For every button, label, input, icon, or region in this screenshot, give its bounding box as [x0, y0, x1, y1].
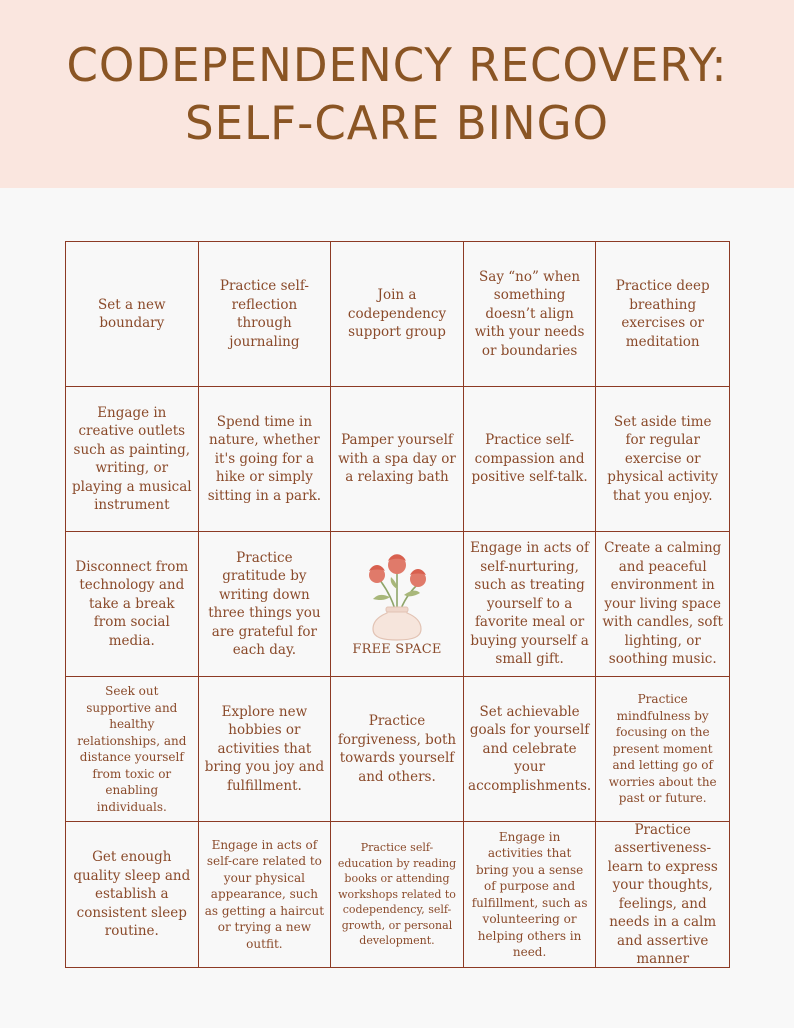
bingo-cell: Engage in creative outlets such as painting, writing, or playing a musical instrument — [66, 387, 199, 532]
page-title-line-2: SELF-CARE BINGO — [185, 96, 609, 150]
free-space-label: FREE SPACE — [352, 641, 442, 657]
bingo-cell: Practice forgiveness, both towards yourself and others. — [331, 677, 464, 822]
bingo-cell: Engage in activities that bring you a sense of purpose and fulfillment, such as volunteering or helping others in need. — [464, 822, 597, 967]
bingo-cell: Pamper yourself with a spa day or a relaxing bath — [331, 387, 464, 532]
bingo-cell: Engage in acts of self-nurturing, such as treating yourself to a favorite meal or buying yourself a small gift. — [464, 532, 597, 677]
bingo-cell: Say “no” when something doesn’t align with your needs or boundaries — [464, 242, 597, 387]
bingo-cell: Engage in acts of self-care related to your physical appearance, such as getting a haircut or trying a new outfit. — [199, 822, 332, 967]
bingo-cell: Spend time in nature, whether it's going for a hike or simply sitting in a park. — [199, 387, 332, 532]
bingo-cell: Disconnect from technology and take a break from social media. — [66, 532, 199, 677]
page-title-line-1: CODEPENDENCY RECOVERY: — [66, 38, 728, 92]
bingo-cell: Practice self-education by reading books or attending workshops related to codependency, self-growth, or personal development. — [331, 822, 464, 967]
bingo-cell: Set a new boundary — [66, 242, 199, 387]
bingo-cell: Get enough quality sleep and establish a consistent sleep routine. — [66, 822, 199, 967]
bingo-cell: Practice deep breathing exercises or meditation — [596, 242, 729, 387]
bingo-card — [65, 241, 730, 968]
bingo-cell: Practice gratitude by writing down three things you are grateful for each day. — [199, 532, 332, 677]
bingo-cell: Practice mindfulness by focusing on the present moment and letting go of worries about the past or future. — [596, 677, 729, 822]
header-banner — [0, 0, 794, 188]
bingo-cell: Practice self-reflection through journaling — [199, 242, 332, 387]
bingo-cell: Set aside time for regular exercise or physical activity that you enjoy. — [596, 387, 729, 532]
bingo-cell: Join a codependency support group — [331, 242, 464, 387]
bingo-cell: Seek out supportive and healthy relationships, and distance yourself from toxic or enabling individuals. — [66, 677, 199, 822]
flower-vase-icon — [357, 549, 437, 641]
bingo-cell: Practice self-compassion and positive self-talk. — [464, 387, 597, 532]
bingo-cell: Set achievable goals for yourself and celebrate your accomplishments. — [464, 677, 597, 822]
free-space-cell — [331, 532, 464, 677]
bingo-cell: Explore new hobbies or activities that bring you joy and fulfillment. — [199, 677, 332, 822]
bingo-cell: Practice assertiveness- learn to express your thoughts, feelings, and needs in a calm and assertive manner — [607, 822, 718, 967]
bingo-cell: Create a calming and peaceful environment in your living space with candles, soft lighting, or soothing music. — [596, 532, 729, 677]
